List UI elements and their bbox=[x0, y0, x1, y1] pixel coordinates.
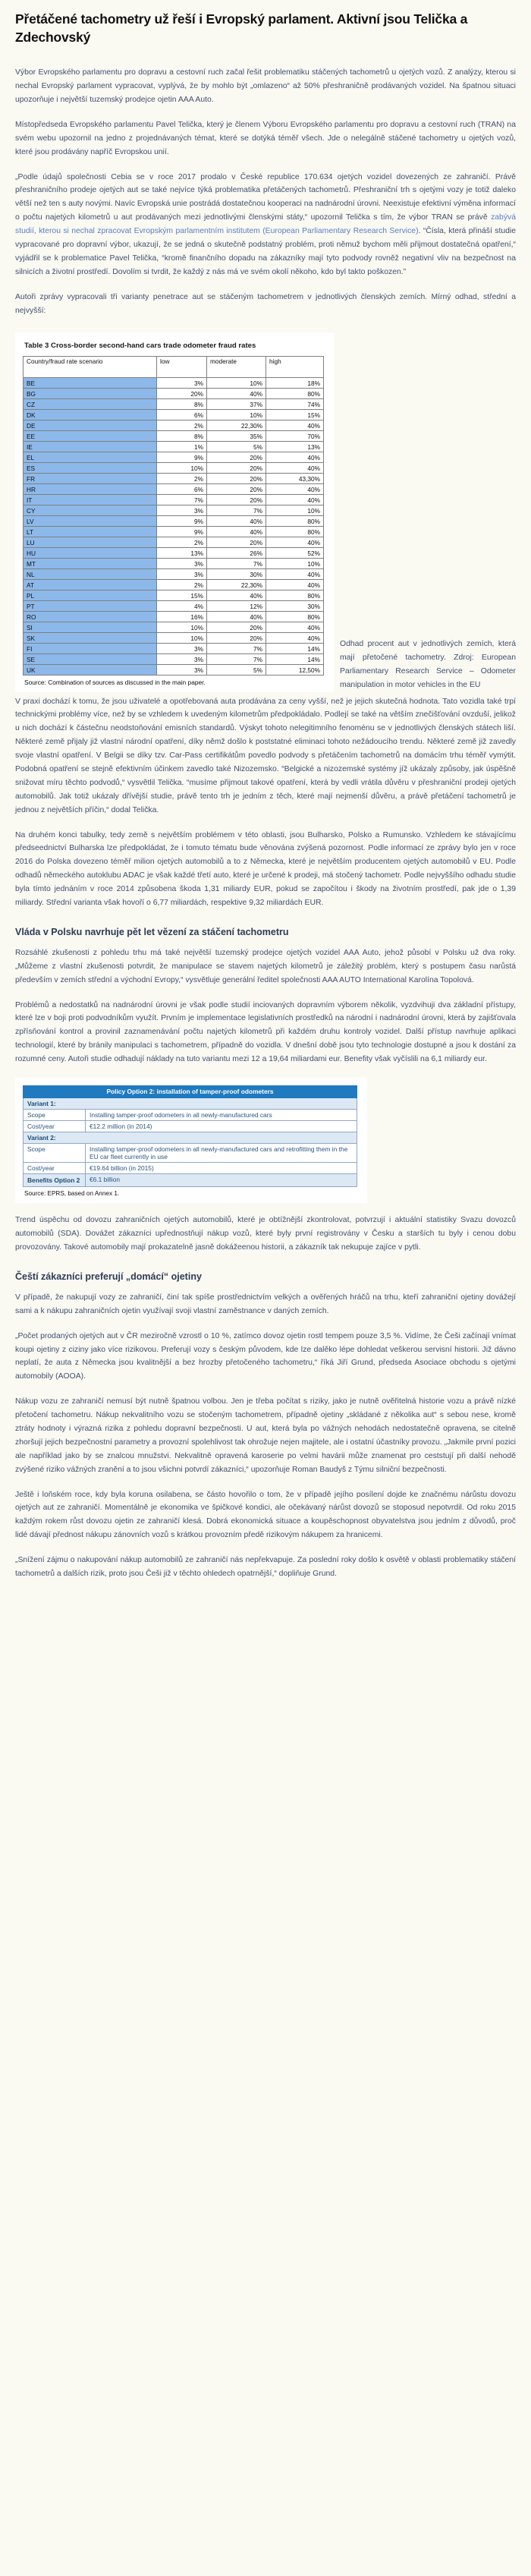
row-value: 22,30% bbox=[207, 579, 266, 590]
row-value: 5% bbox=[207, 441, 266, 452]
benefits-value: €6.1 billion bbox=[86, 1173, 357, 1186]
row-country: RO bbox=[24, 611, 157, 622]
fraud-rate-table bbox=[23, 356, 324, 675]
row-value: 80% bbox=[266, 526, 324, 537]
paragraph-variants-intro: Autoři zprávy vypracovali tři varianty penetrace aut se stáčeným tachometrem v jednotlivých členských zemích. Mírný odhad, střední a nejvyšší: bbox=[15, 292, 516, 315]
row-value: 80% bbox=[266, 590, 324, 600]
row-value: 3% bbox=[157, 568, 207, 579]
row-value: 1% bbox=[157, 441, 207, 452]
paragraph-approaches: Problémů a nedostatků na nadnárodní úrovni je však podle studií inciovaných dopravním výborem několik, vyzdvihuji dva základní přístupy, které lze v boji proti podvodníkům využít. Prvním je implementace legislativních prostředků na národní i nadnárodní úrovni, která by zajišťovala zpřísňování kontrol a provinil zaznamenávání počtu najetých kilometrů při každém druhu kontroly vozidel. Další přístup navrhuje aplikaci technologií, které by bránily manipulaci s tachometrem, případně do vozidla. V dnešní době jsou tyto technologie dostupné a jsou k dostání za rozumné ceny. Autoři studie odhadují náklady na tuto variantu mezi 12 a 19,64 miliardami eur. Benefity však vyčíslili na 6,1 miliardy eur. bbox=[15, 1000, 516, 1064]
table-row bbox=[24, 430, 324, 441]
row-value: 40% bbox=[266, 537, 324, 547]
row-country: ES bbox=[24, 462, 157, 473]
row-country: SI bbox=[24, 622, 157, 632]
table-row bbox=[24, 568, 324, 579]
row-value: 80% bbox=[266, 515, 324, 526]
variant1-label: Variant 1: bbox=[24, 1097, 357, 1109]
page-title: Přetáčené tachometry už řeší i Evropský parlament. Aktivní jsou Telička a Zdechovský bbox=[15, 11, 468, 45]
row-value: 26% bbox=[207, 547, 266, 558]
row-value: 3% bbox=[157, 643, 207, 653]
row-country: BE bbox=[24, 377, 157, 388]
row-value: 3% bbox=[157, 377, 207, 388]
row-value: 4% bbox=[157, 600, 207, 611]
fraud-table-body bbox=[24, 377, 324, 675]
row-value: 3% bbox=[157, 558, 207, 568]
table-row bbox=[24, 441, 324, 452]
row-value: 20% bbox=[207, 483, 266, 494]
variant2-label: Variant 2: bbox=[24, 1132, 357, 1143]
table-row bbox=[24, 505, 324, 515]
row-value: 80% bbox=[266, 388, 324, 398]
table-row bbox=[24, 377, 324, 388]
variant2-scope-value: Installing tamper-proof odometers in all newly-manufactured cars and retrofitting them in the EU car fleet currently in use bbox=[86, 1143, 357, 1162]
row-value: 20% bbox=[207, 537, 266, 547]
row-country: FI bbox=[24, 643, 157, 653]
benefits-label: Benefits Option 2 bbox=[24, 1173, 86, 1186]
policy-option-table bbox=[23, 1085, 357, 1187]
table-row bbox=[24, 611, 324, 622]
row-country: IE bbox=[24, 441, 157, 452]
row-country: AT bbox=[24, 579, 157, 590]
row-value: 13% bbox=[157, 547, 207, 558]
fraud-figure-wrap bbox=[15, 329, 516, 695]
header-moderate: moderate bbox=[207, 356, 266, 377]
variant2-cost-label: Cost/year bbox=[24, 1162, 86, 1173]
row-value: 16% bbox=[157, 611, 207, 622]
row-value: 30% bbox=[266, 600, 324, 611]
row-value: 2% bbox=[157, 579, 207, 590]
row-value: 43,30% bbox=[266, 473, 324, 483]
row-value: 13% bbox=[266, 441, 324, 452]
row-value: 20% bbox=[207, 632, 266, 643]
policy-table-source: Source: EPRS, based on Annex 1. bbox=[24, 1190, 120, 1198]
table-row bbox=[24, 398, 324, 409]
fraud-table-title: Table 3 Cross-border second-hand cars trade odometer fraud rates bbox=[24, 341, 256, 350]
row-value: 15% bbox=[157, 590, 207, 600]
row-country: EL bbox=[24, 452, 157, 462]
row-country: FR bbox=[24, 473, 157, 483]
row-value: 74% bbox=[266, 398, 324, 409]
row-value: 7% bbox=[207, 505, 266, 515]
table-row bbox=[24, 579, 324, 590]
row-value: 20% bbox=[207, 622, 266, 632]
paragraph-koruna: Ještě i loňském roce, kdy byla koruna osilabena, se částo hovořilo o tom, že v případě jejího posílení dojde ke značnému nárůstu dovozu ojetých aut ze zahraničí. Momentálně je ekonomika ve špičkové kondici, ale očekávaný nárůst dovozů se stoposud nepotvrdil. Od roku 2015 každým rokem růst dovozu ojetin ze zahraničí klesá. Dobrá ekonomická situace a koupěschopnost obyvatelstva jsou jedním z důvodů, proč lidé dávají přednost nákupu zánovních vozů s krátkou provozním předě rizikovým nákupem za hranicemi. bbox=[15, 1490, 516, 1540]
policy-variant1-cost-row bbox=[24, 1120, 357, 1132]
row-value: 7% bbox=[207, 653, 266, 664]
row-value: 7% bbox=[157, 494, 207, 505]
row-value: 10% bbox=[207, 409, 266, 420]
row-value: 2% bbox=[157, 420, 207, 430]
subheading-czech: Čeští zákazníci preferují „domácí“ ojetiny bbox=[15, 1271, 202, 1282]
variant1-scope-label: Scope bbox=[24, 1109, 86, 1120]
row-country: CY bbox=[24, 505, 157, 515]
row-value: 37% bbox=[207, 398, 266, 409]
row-value: 6% bbox=[157, 483, 207, 494]
row-country: CZ bbox=[24, 398, 157, 409]
row-country: NL bbox=[24, 568, 157, 579]
paragraph-cebia-quote-part1: „Podle údajů společnosti Cebia se v roce 2017 prodalo v České republice 170.634 ojetých vozidel dovezených ze zahraničí. Právě přeshraničního prodeje ojetých aut se také nejvíce týká problematika přetáčených tachometrů. Přeshraniční trh s ojetými vozy je totiž daleko větší než ten s auty novými. Navíc Evropská unie postrádá dostatečnou kooperaci na nadnárodní úrovni. Neexistuje efektivní výměna informací o počtu najetých kilometrů u aut prodávaných mezi jednotlivými členskými státy,“ upozornil Telička s tím, že výbor TRAN se právě bbox=[15, 172, 516, 222]
row-value: 20% bbox=[207, 473, 266, 483]
row-country: LU bbox=[24, 537, 157, 547]
row-value: 40% bbox=[266, 579, 324, 590]
table-row bbox=[24, 494, 324, 505]
subheading-poland: Vláda v Polsku navrhuje pět let vězení za stáčení tachometru bbox=[15, 926, 289, 937]
table-row bbox=[24, 420, 324, 430]
table-row bbox=[24, 483, 324, 494]
row-value: 40% bbox=[266, 483, 324, 494]
row-value: 20% bbox=[207, 494, 266, 505]
row-country: MT bbox=[24, 558, 157, 568]
table-row bbox=[24, 473, 324, 483]
row-country: DE bbox=[24, 420, 157, 430]
row-country: EE bbox=[24, 430, 157, 441]
row-value: 10% bbox=[157, 622, 207, 632]
row-value: 40% bbox=[266, 632, 324, 643]
row-value: 70% bbox=[266, 430, 324, 441]
row-country: LV bbox=[24, 515, 157, 526]
row-country: PL bbox=[24, 590, 157, 600]
table-row bbox=[24, 653, 324, 664]
row-value: 5% bbox=[207, 664, 266, 675]
row-country: SE bbox=[24, 653, 157, 664]
table-row bbox=[24, 515, 324, 526]
row-value: 15% bbox=[266, 409, 324, 420]
row-value: 20% bbox=[157, 388, 207, 398]
row-value: 40% bbox=[207, 515, 266, 526]
row-value: 6% bbox=[157, 409, 207, 420]
row-value: 12% bbox=[207, 600, 266, 611]
row-value: 30% bbox=[207, 568, 266, 579]
table-row bbox=[24, 547, 324, 558]
variant2-cost-value: €19.64 billion (in 2015) bbox=[86, 1162, 357, 1173]
header-country: Country/fraud rate scenario bbox=[24, 356, 157, 377]
policy-banner: Policy Option 2: installation of tamper-proof odometers bbox=[24, 1085, 357, 1097]
table-row bbox=[24, 388, 324, 398]
row-value: 40% bbox=[207, 388, 266, 398]
row-value: 20% bbox=[207, 462, 266, 473]
paragraph-sda: V případě, že nakupují vozy ze zahraničí, činí tak spíše prostřednictvím velkých a ověřených hráčů na trhu, kteří zahraniční ojetiny dovážejí sami a k nákupu zahraničních ojetin využívají svoji vlastní zaměstnance v daných zemích. bbox=[15, 1293, 516, 1315]
policy-variant2-cost-row bbox=[24, 1162, 357, 1173]
row-value: 2% bbox=[157, 537, 207, 547]
variant2-scope-label: Scope bbox=[24, 1143, 86, 1162]
table-row bbox=[24, 558, 324, 568]
row-value: 10% bbox=[266, 558, 324, 568]
row-value: 80% bbox=[266, 611, 324, 622]
row-value: 18% bbox=[266, 377, 324, 388]
row-country: UK bbox=[24, 664, 157, 675]
row-country: DK bbox=[24, 409, 157, 420]
policy-benefits-row bbox=[24, 1173, 357, 1186]
table-row bbox=[24, 537, 324, 547]
paragraph-practice: V praxi dochází k tomu, že jsou uživatelé a opotřebovaná auta prodávána za ceny vyšší, než je jejich skutečná hodnota. Tato vozidla také trpí technickými problémy více, než by se vzhledem k uvedeným kilometrům předpokládalo. Podlejí se také na větším znečišťování ovzduší, jelikož u nich dochází k částečnu neodstoňování emisních standardů. Výskyt tohoto nelegitimního fenoménu se v jednotlivých členských státech liší. Některé země přijaly již vlastní národní opatření, díky němž došlo k poststatné eliminaci tohoto nežádoucího trendu. Některé země již zavedly svoje vlastní opatření. V Belgii se díky tzv. Car-Pass certifikátům povedlo podvody s přetáčením tachometrů na domácím trhu téměř vymýtit. Podobná opatření se stejně efektivním účinkem zavedlo také Nizozemsko. “Belgické a nizozemské systémy jíž ukázaly způsoby, jak úspěšně snižovat míru těchto podvodů,“ vysvětlil Telička. “musíme přijmout takové opatření, která by vedli vrátila důvěru v přeshraniční prodeji ojetých automobilů. Jak totiž ukázaly dřívější studie, právě tento trh je jedním z těch, které mají nejmenší důvěru, a právě přetáčení tachometrů je jednou z největších příčin,“ dodal Telička. bbox=[15, 697, 516, 814]
row-value: 10% bbox=[157, 632, 207, 643]
row-value: 9% bbox=[157, 526, 207, 537]
row-value: 40% bbox=[266, 452, 324, 462]
paragraph-worst-countries: Na druhém konci tabulky, tedy země s největším problémem v této oblasti, jsou Bulharsko, Polsko a Rumunsko. Vzhledem ke stávajícímu předseednictví Bulharska lze předpokládat, že i tomuto tématu bude věnována zvýšená pozornost. Podle informací ze zprávy bylo jen v roce 2016 do Polska dovezeno téměř milion ojetých automobilů a to z Německa, které je největším producentem ojetých automobilů v EU. Podle odhadů německého autoklubu ADAC je však každé třetí auto, které je určené k prodeji, má stočený tachometr. Podle nejvyššího odhadu studie byla tímto jednáním v roce 2014 způsobena škoda 1,31 miliardy EUR, pokud se započítou i škody na životním prostředí, pak jde o 1,39 miliardy. Střední varianta však hovoří o 6,77 miliardách, respektive 9,32 miliardách EUR. bbox=[15, 830, 516, 907]
policy-variant2-scope-row bbox=[24, 1143, 357, 1162]
eprs-study-link[interactable]: zabývá studií, kterou si nechal zpracovat Evropským parlamentním institutem (European Parliamentary Research Service) bbox=[15, 213, 516, 236]
table-row bbox=[24, 664, 324, 675]
row-value: 40% bbox=[207, 526, 266, 537]
row-value: 3% bbox=[157, 664, 207, 675]
header-high: high bbox=[266, 356, 324, 377]
row-value: 8% bbox=[157, 430, 207, 441]
paragraph-risks: Nákup vozu ze zahraničí nemusí být nutně špatnou volbou. Jen je třeba počítat s riziky, jako je nutně ověřitelná historie vozu a právě nízké přetočení tachometru. Nákup nekvalitního vozu se stočeným tachometrem, případně ojetiny „skládané z několika aut“ s sebou nese, kromě ztráty hodnoty i výrazná rizika z pohledu dopravní bezpečnosti. U aut, která byla po vážných nehodách nedostatečně opravena, se citelně zhoršují jejich bezpečnostní parametry a provozní spolehlivost tak ohrožuje nejen majitele, ale i ostatní účastníky provozu. „Jakmile první pozici ale například jako by se znalcou mnužstvi. Nekvalitně opravená karoserie po velmi havárii může znamenat pro ceststují při další nehodě zvýšené riziko vážných zranění a to jsou všichni potvrdí zákazníci,“ upozorňuje Roman Baudyš z Týmu silniční bezpečnosti. bbox=[15, 1397, 516, 1474]
row-value: 10% bbox=[207, 377, 266, 388]
row-value: 9% bbox=[157, 452, 207, 462]
row-country: LT bbox=[24, 526, 157, 537]
policy-option-figure bbox=[15, 1078, 367, 1203]
table-row bbox=[24, 600, 324, 611]
variant1-cost-value: €12.2 million (in 2014) bbox=[86, 1120, 357, 1132]
policy-variant1-row bbox=[24, 1097, 357, 1109]
table-header-row bbox=[24, 356, 324, 377]
row-country: HR bbox=[24, 483, 157, 494]
row-value: 40% bbox=[207, 611, 266, 622]
table-row bbox=[24, 632, 324, 643]
table-row bbox=[24, 526, 324, 537]
row-country: SK bbox=[24, 632, 157, 643]
table-row bbox=[24, 590, 324, 600]
row-country: BG bbox=[24, 388, 157, 398]
row-value: 9% bbox=[157, 515, 207, 526]
policy-banner-row bbox=[24, 1085, 357, 1097]
fraud-table-source: Source: Combination of sources as discussed in the main paper. bbox=[24, 678, 206, 686]
table-row bbox=[24, 462, 324, 473]
row-value: 10% bbox=[266, 505, 324, 515]
row-value: 40% bbox=[266, 462, 324, 473]
row-value: 22,30% bbox=[207, 420, 266, 430]
row-value: 40% bbox=[207, 590, 266, 600]
row-value: 3% bbox=[157, 505, 207, 515]
table-row bbox=[24, 452, 324, 462]
row-value: 7% bbox=[207, 643, 266, 653]
row-value: 2% bbox=[157, 473, 207, 483]
row-value: 35% bbox=[207, 430, 266, 441]
row-value: 52% bbox=[266, 547, 324, 558]
paragraph-telicka: Místopředseda Evropského parlamentu Pavel Telička, který je členem Výboru Evropského parlamentu pro dopravu a cestovní ruch (TRAN) na svém webu upozornil na jedno z projednávaných témat, které se dotýká téměř všech. Jde o nelegálně stáčené tachometry u ojetých vozů, které jsou prodávány napříč Evropskou unií. bbox=[15, 120, 516, 156]
row-value: 40% bbox=[266, 622, 324, 632]
row-value: 8% bbox=[157, 398, 207, 409]
variant1-cost-label: Cost/year bbox=[24, 1120, 86, 1132]
paragraph-cebia-quote bbox=[15, 171, 516, 279]
fraud-figure-caption: Odhad procent aut v jednotlivých zemích, která mají přetočené tachometry. Zdroj: European Parliamentary Research Service – Odometer manipulation in motor vehicles in the EU bbox=[340, 639, 516, 689]
row-country: IT bbox=[24, 494, 157, 505]
paragraph-problems: Trend úspěchu od dovozu zahraničních ojetých automobilů, které je obtížnější zkontrolovat, potvrzují i aktuální statistiky Svazu dovozců automobilů (SDA). Dovážet zákazníci upřednostňují nákup vozů, které byly první registrovány v Česku a starších tu byly i cenou dobu provozovány. Takové automobily mají prokazatelně jasně dokážeenou historii, a zákazník tak nekupuje zajíce v pytli. bbox=[15, 1216, 516, 1252]
row-value: 40% bbox=[266, 568, 324, 579]
row-value: 12,50% bbox=[266, 664, 324, 675]
row-value: 7% bbox=[207, 558, 266, 568]
paragraph-conclusion: „Snížení zájmu o nakupování nákup automobilů ze zahraničí nás nepřekvapuje. Za poslední roky došlo k osvětě v oblasti problematiky stáčení tachometrů a dalších rizik, proto jsou Češi již v těchto ohledech opatrnější,“ dopliňuje Grund. bbox=[15, 1556, 516, 1578]
paragraph-cebia-quote-part2: . “Čísla, která přináší studie vypracované pro dopravní výbor, ukazují, že se jedná o skutečně podstatný problém, proti němuž bychom měli přijmout dostatečná opatření,“ vyjádřil se k problematice Pavel Telička, “kromě finančního dopadu na zákazníky mají tyto podvody rovněž negativní vliv na bezpečnost na silnicích a životní prostředí. Dovolím si tvrdit, že každý z nás má ve svém okolí někoho, kdo byl takto poškozen.” bbox=[15, 227, 516, 276]
row-country: PT bbox=[24, 600, 157, 611]
row-value: 40% bbox=[266, 494, 324, 505]
variant1-scope-value: Installing tamper-proof odometers in all newly-manufactured cars bbox=[86, 1109, 357, 1120]
row-country: HU bbox=[24, 547, 157, 558]
row-value: 10% bbox=[157, 462, 207, 473]
paragraph-grund-quote: „Počet prodaných ojetých aut v ČR meziročně vzrostl o 10 %, zatímco dovoz ojetin rostl tempem pouze 3,5 %. Vidíme, že Češi začínají vnímat koupi ojetiny z ciziny jako více rizikovou. Preferují vozy s českým původem, kde lze dalěko lépe dohledat veškerou servisní historii. Již dávno neplatí, že auta z Německa jsou kvalitnější a bez hrozby přetočeného tachometru,“ říká Jiří Grund, předseda Asociace obchodu s ojetými automobily (AOOA). bbox=[15, 1331, 516, 1381]
policy-variant2-row bbox=[24, 1132, 357, 1143]
row-value: 14% bbox=[266, 643, 324, 653]
row-value: 14% bbox=[266, 653, 324, 664]
paragraph-intro: Výbor Evropského parlamentu pro dopravu a cestovní ruch začal řešit problematiku stáčených tachometrů u ojetých vozů. Z analýzy, kterou si nechal Evropský parlament vypracovat, vyplývá, že by mohlo být „omlazeno“ až 50% přeshraničně prodávaných vozidel. Na špatnou situaci upozorňuje i největší tuzemský prodejce ojetin AAA Auto. bbox=[15, 68, 516, 105]
row-value: 20% bbox=[207, 452, 266, 462]
table-row bbox=[24, 622, 324, 632]
table-row bbox=[24, 643, 324, 653]
row-value: 3% bbox=[157, 653, 207, 664]
header-low: low bbox=[157, 356, 207, 377]
paragraph-aaa-auto: Rozsáhlé zkušenosti z pohledu trhu má také největší tuzemský prodejce ojetých vozidel AAA Auto, jehož působí v Polsku už dva roky. „Můžeme z vlastní zkušenosti potvrdit, že manipulace se stavem najetých kilometrů je záležitý problém, který s postupem času narůstá především v zemích střední a východní Evropy,“ vysvětluje generální ředitel společnosti AAA AUTO International Karolína Topolová. bbox=[15, 948, 516, 984]
fraud-rate-figure bbox=[15, 332, 334, 692]
policy-variant1-scope-row bbox=[24, 1109, 357, 1120]
table-row bbox=[24, 409, 324, 420]
row-value: 40% bbox=[266, 420, 324, 430]
